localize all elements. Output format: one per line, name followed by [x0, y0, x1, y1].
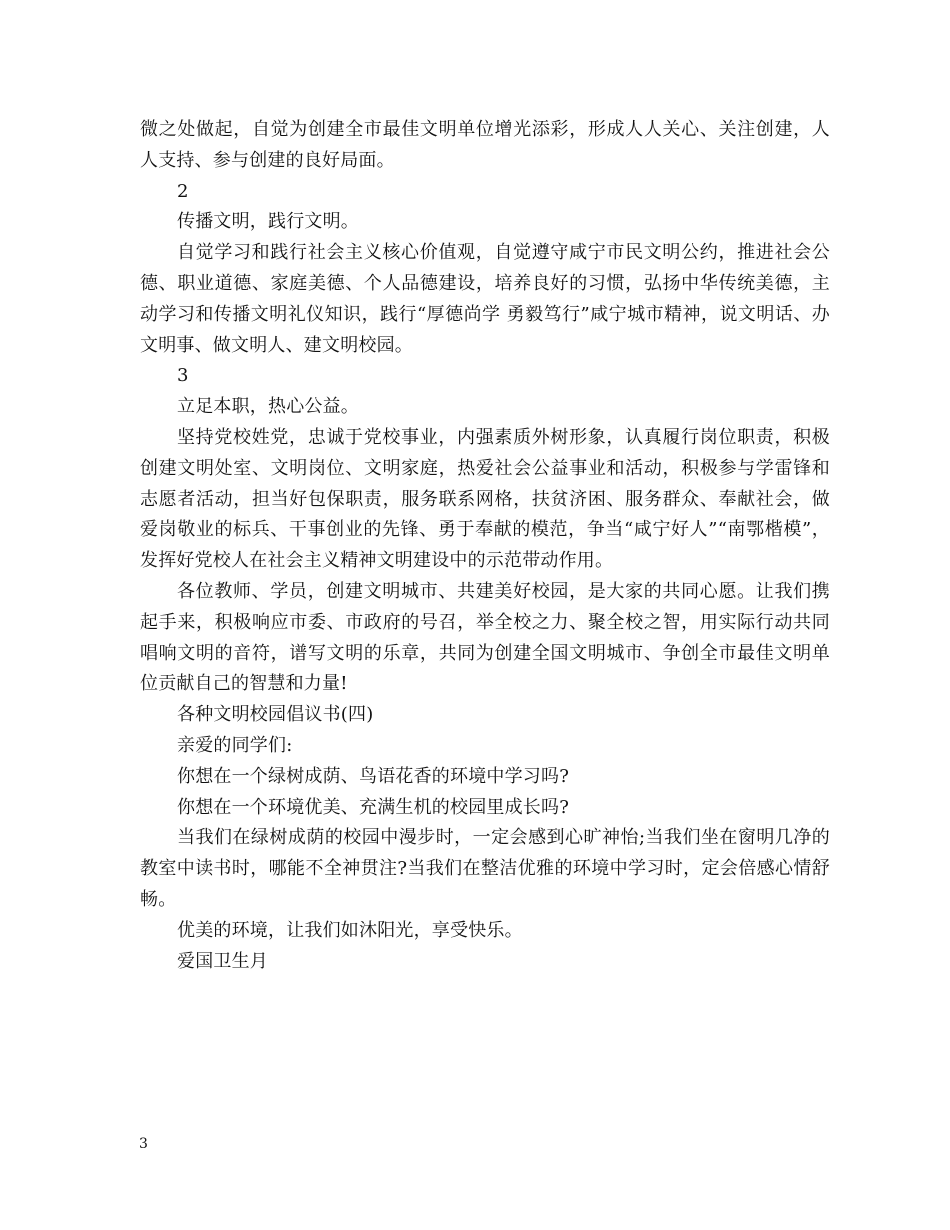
paragraph-section-2: 自觉学习和践行社会主义核心价值观，自觉遵守咸宁市民文明公约，推进社会公德、职业道德、家庭美德、个人品德建设，培养良好的习惯，弘扬中华传统美德，主动学习和传播文明礼仪知识，践行“厚德尚学 勇毅笃行”咸宁城市精神，说文明话、办文明事、做文明人、建文明校园。 — [140, 242, 830, 356]
document-body — [140, 115, 830, 977]
section-number-2: 2 — [177, 180, 189, 202]
section-heading-3: 立足本职，热心公益。 — [177, 396, 359, 418]
paragraph-closing: 各位教师、学员，创建文明城市、共建美好校园，是大家的共同心愿。让我们携起手来，积极响应市委、市政府的号召，举全校之力、聚全校之智，用实际行动共同唱响文明的音符，谱写文明的乐章，共同为创建全国文明城市、争创全市最佳文明单位贡献自己的智慧和力量! — [140, 580, 830, 695]
page-number: 3 — [139, 1136, 148, 1152]
section-number-3: 3 — [177, 365, 189, 387]
paragraph-hygiene-month: 爱国卫生月 — [177, 950, 268, 972]
paragraph-environment: 当我们在绿树成荫的校园中漫步时，一定会感到心旷神怡;当我们坐在窗明几净的教室中读书时，哪能不全神贯注?当我们在整洁优雅的环境中学习时，定会倍感心情舒畅。 — [140, 827, 830, 910]
paragraph-1: 微之处做起，自觉为创建全市最佳文明单位增光添彩，形成人人关心、关注创建，人人支持、参与创建的良好局面。 — [140, 119, 830, 171]
question-2: 你想在一个环境优美、充满生机的校园里成长吗? — [177, 796, 570, 818]
proposal-title-4: 各种文明校园倡议书(四) — [177, 704, 374, 726]
paragraph-sunshine: 优美的环境，让我们如沐阳光，享受快乐。 — [177, 919, 523, 941]
section-heading-2: 传播文明，践行文明。 — [177, 211, 359, 233]
question-1: 你想在一个绿树成荫、鸟语花香的环境中学习吗? — [177, 765, 570, 787]
salutation: 亲爱的同学们: — [177, 734, 293, 756]
paragraph-section-3: 坚持党校姓党，忠诚于党校事业，内强素质外树形象，认真履行岗位职责，积极创建文明处室、文明岗位、文明家庭，热爱社会公益事业和活动，积极参与学雷锋和志愿者活动，担当好包保职责，服务联系网格，扶贫济困、服务群众、奉献社会，做爱岗敬业的标兵、干事创业的先锋、勇于奉献的模范，争当“咸宁好人”“南鄂楷模”，发挥好党校人在社会主义精神文明建设中的示范带动作用。 — [140, 426, 830, 572]
